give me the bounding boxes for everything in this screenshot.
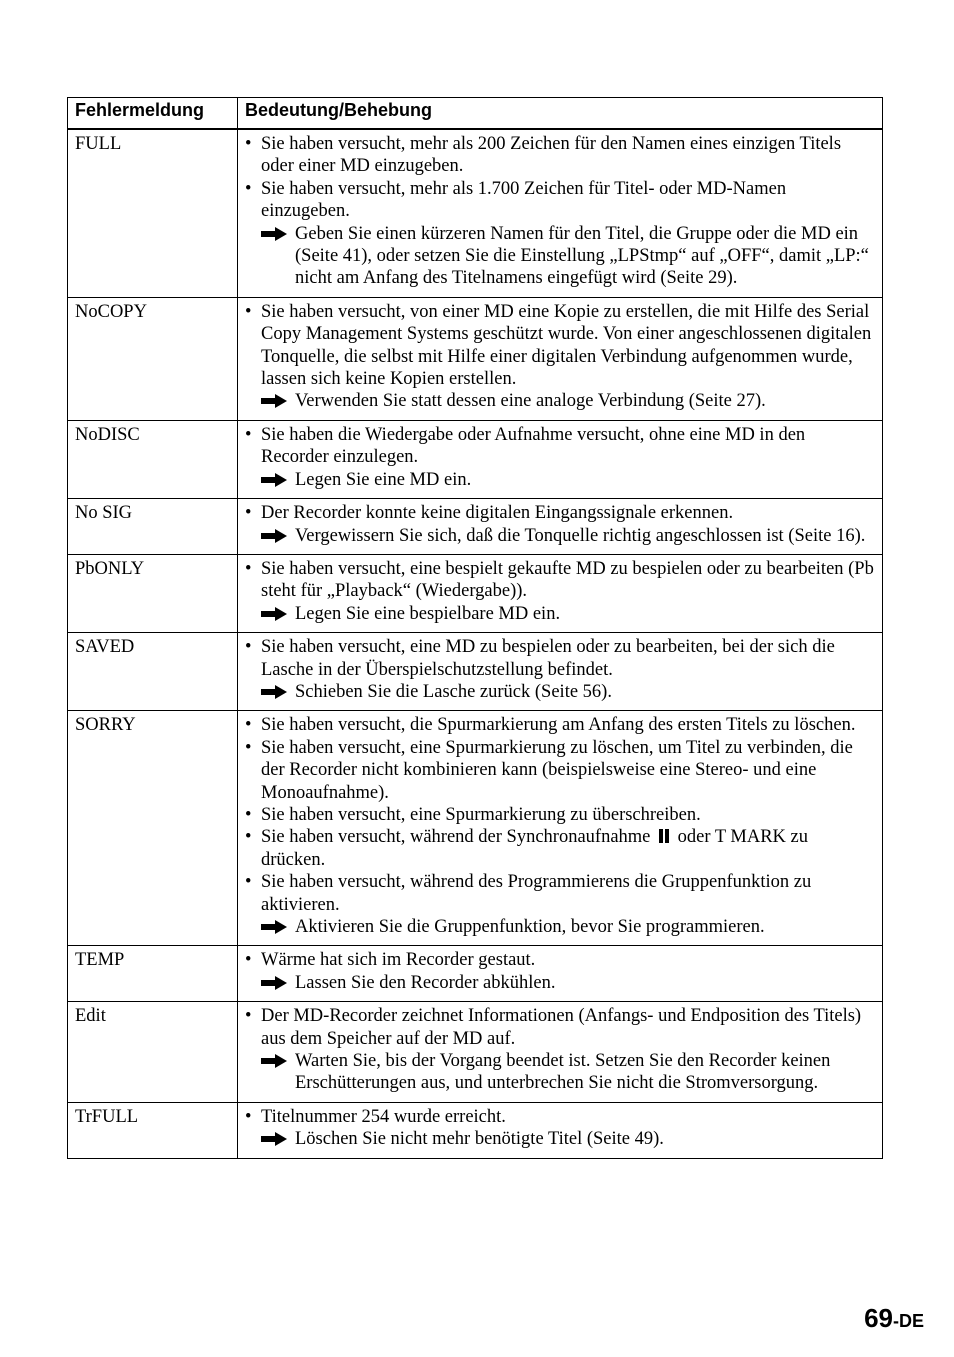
meaning-cell [238, 499, 883, 555]
cause-item: • Sie haben versucht, eine MD zu bespielen oder zu bearbeiten, bei der sich die Lasche in der Überspielschutzstellung befindet. [245, 636, 875, 681]
remedy-text: Verwenden Sie statt dessen eine analoge Verbindung (Seite 27). [295, 391, 766, 412]
page-number [864, 1303, 924, 1334]
header-meaning-remedy: Bedeutung/Behebung [238, 98, 883, 130]
cause-item: • Sie haben versucht, eine Spurmarkierung zu überschreiben. [245, 804, 875, 826]
table-row [68, 499, 883, 555]
remedy-text: Geben Sie einen kürzeren Namen für den Titel, die Gruppe oder die MD ein (Seite 41), oder setzen Sie die Einstellung „LPStmp“ auf „OFF“, damit „LP:“ nicht am Anfang des Titelnamens eingefügt wird (Seite 29). [295, 223, 869, 289]
error-code: NoDISC [68, 420, 238, 498]
pause-icon [657, 829, 671, 843]
remedy-item [245, 223, 875, 290]
error-code: TEMP [68, 946, 238, 1002]
error-code: Edit [68, 1002, 238, 1103]
arrow-right-icon [261, 685, 287, 699]
cause-item: • Sie haben die Wiedergabe oder Aufnahme versucht, ohne eine MD in den Recorder einzulegen. [245, 424, 875, 469]
remedy-item [245, 525, 875, 547]
meaning-cell [238, 1002, 883, 1103]
remedy-item [245, 603, 875, 625]
cause-item: • Sie haben versucht, mehr als 200 Zeichen für den Namen eines einzigen Titels oder einer MD einzugeben. [245, 133, 875, 178]
table-row [68, 633, 883, 711]
error-code: NoCOPY [68, 297, 238, 420]
error-code: SORRY [68, 711, 238, 946]
table-header-row [68, 98, 883, 130]
error-code: SAVED [68, 633, 238, 711]
cause-item: • Wärme hat sich im Recorder gestaut. [245, 949, 875, 971]
table-row [68, 711, 883, 946]
remedy-item [245, 1050, 875, 1095]
cause-item: • Sie haben versucht, eine Spurmarkierung zu löschen, um Titel zu verbinden, die der Recorder nicht kombinieren kann (beispielsweise eine Stereo- und eine Monoaufnahme). [245, 737, 875, 804]
page-language-suffix: -DE [893, 1311, 924, 1331]
header-error-message: Fehlermeldung [68, 98, 238, 130]
remedy-item [245, 469, 875, 491]
arrow-right-icon [261, 976, 287, 990]
meaning-cell [238, 633, 883, 711]
arrow-right-icon [261, 227, 287, 241]
remedy-text: Schieben Sie die Lasche zurück (Seite 56). [295, 681, 612, 702]
meaning-cell [238, 554, 883, 632]
cause-text: oder T MARK zu drücken. [261, 827, 809, 870]
error-code: TrFULL [68, 1102, 238, 1158]
meaning-cell [238, 297, 883, 420]
meaning-cell [238, 1102, 883, 1158]
error-message-table [67, 97, 883, 1159]
remedy-text: Legen Sie eine bespielbare MD ein. [295, 603, 561, 624]
error-code: FULL [68, 129, 238, 297]
arrow-right-icon [261, 1132, 287, 1146]
remedy-text: Warten Sie, bis der Vorgang beendet ist. Setzen Sie den Recorder keinen Erschütterungen aus, und unterbrechen Sie nicht die Stromversorgung. [295, 1051, 831, 1094]
table-row [68, 1002, 883, 1103]
table-row [68, 420, 883, 498]
cause-item: • Titelnummer 254 wurde erreicht. [245, 1106, 875, 1128]
arrow-right-icon [261, 529, 287, 543]
remedy-item [245, 681, 875, 703]
meaning-cell [238, 711, 883, 946]
remedy-text: Vergewissern Sie sich, daß die Tonquelle richtig angeschlossen ist (Seite 16). [295, 525, 866, 546]
remedy-item [245, 916, 875, 938]
cause-text: Sie haben versucht, während der Synchronaufnahme [261, 827, 651, 848]
error-code: No SIG [68, 499, 238, 555]
remedy-item [245, 390, 875, 412]
table-row [68, 129, 883, 297]
arrow-right-icon [261, 473, 287, 487]
remedy-text: Aktivieren Sie die Gruppenfunktion, bevor Sie programmieren. [295, 917, 765, 937]
cause-item: • Sie haben versucht, mehr als 1.700 Zeichen für Titel- oder MD-Namen einzugeben. [245, 178, 875, 223]
table-row [68, 946, 883, 1002]
cause-item: • Sie haben versucht, von einer MD eine Kopie zu erstellen, die mit Hilfe des Serial Copy Management Systems geschützt wurde. Von einer angeschlossenen digitalen Tonquelle, die selbst mit Hilfe einer digitalen Verbindung aufgenommen wurde, lassen sich keine Kopien erstellen. [245, 301, 875, 391]
arrow-right-icon [261, 1054, 287, 1068]
cause-item: • Sie haben versucht, während des Programmierens die Gruppenfunktion zu aktivieren. [245, 871, 875, 916]
arrow-right-icon [261, 607, 287, 621]
meaning-cell [238, 946, 883, 1002]
meaning-cell [238, 420, 883, 498]
error-code: PbONLY [68, 554, 238, 632]
remedy-text: Legen Sie eine MD ein. [295, 469, 472, 490]
cause-item: • Der Recorder konnte keine digitalen Eingangssignale erkennen. [245, 502, 875, 524]
cause-item: • Sie haben versucht, eine bespielt gekaufte MD zu bespielen oder zu bearbeiten (Pb steht für „Playback“ (Wiedergabe)). [245, 558, 875, 603]
cause-item [245, 826, 875, 871]
page-number-value: 69 [864, 1303, 893, 1333]
remedy-text: Löschen Sie nicht mehr benötigte Titel (Seite 49). [295, 1129, 664, 1150]
remedy-text: Lassen Sie den Recorder abkühlen. [295, 972, 556, 993]
table-row [68, 297, 883, 420]
table-row [68, 554, 883, 632]
table-row [68, 1102, 883, 1158]
meaning-cell [238, 129, 883, 297]
arrow-right-icon [261, 920, 287, 934]
cause-item: • Der MD-Recorder zeichnet Informationen (Anfangs- und Endposition des Titels) aus dem Speicher auf der MD auf. [245, 1005, 875, 1050]
arrow-right-icon [261, 394, 287, 408]
remedy-item [245, 972, 875, 994]
cause-item: • Sie haben versucht, die Spurmarkierung am Anfang des ersten Titels zu löschen. [245, 714, 875, 736]
remedy-item [245, 1128, 875, 1150]
